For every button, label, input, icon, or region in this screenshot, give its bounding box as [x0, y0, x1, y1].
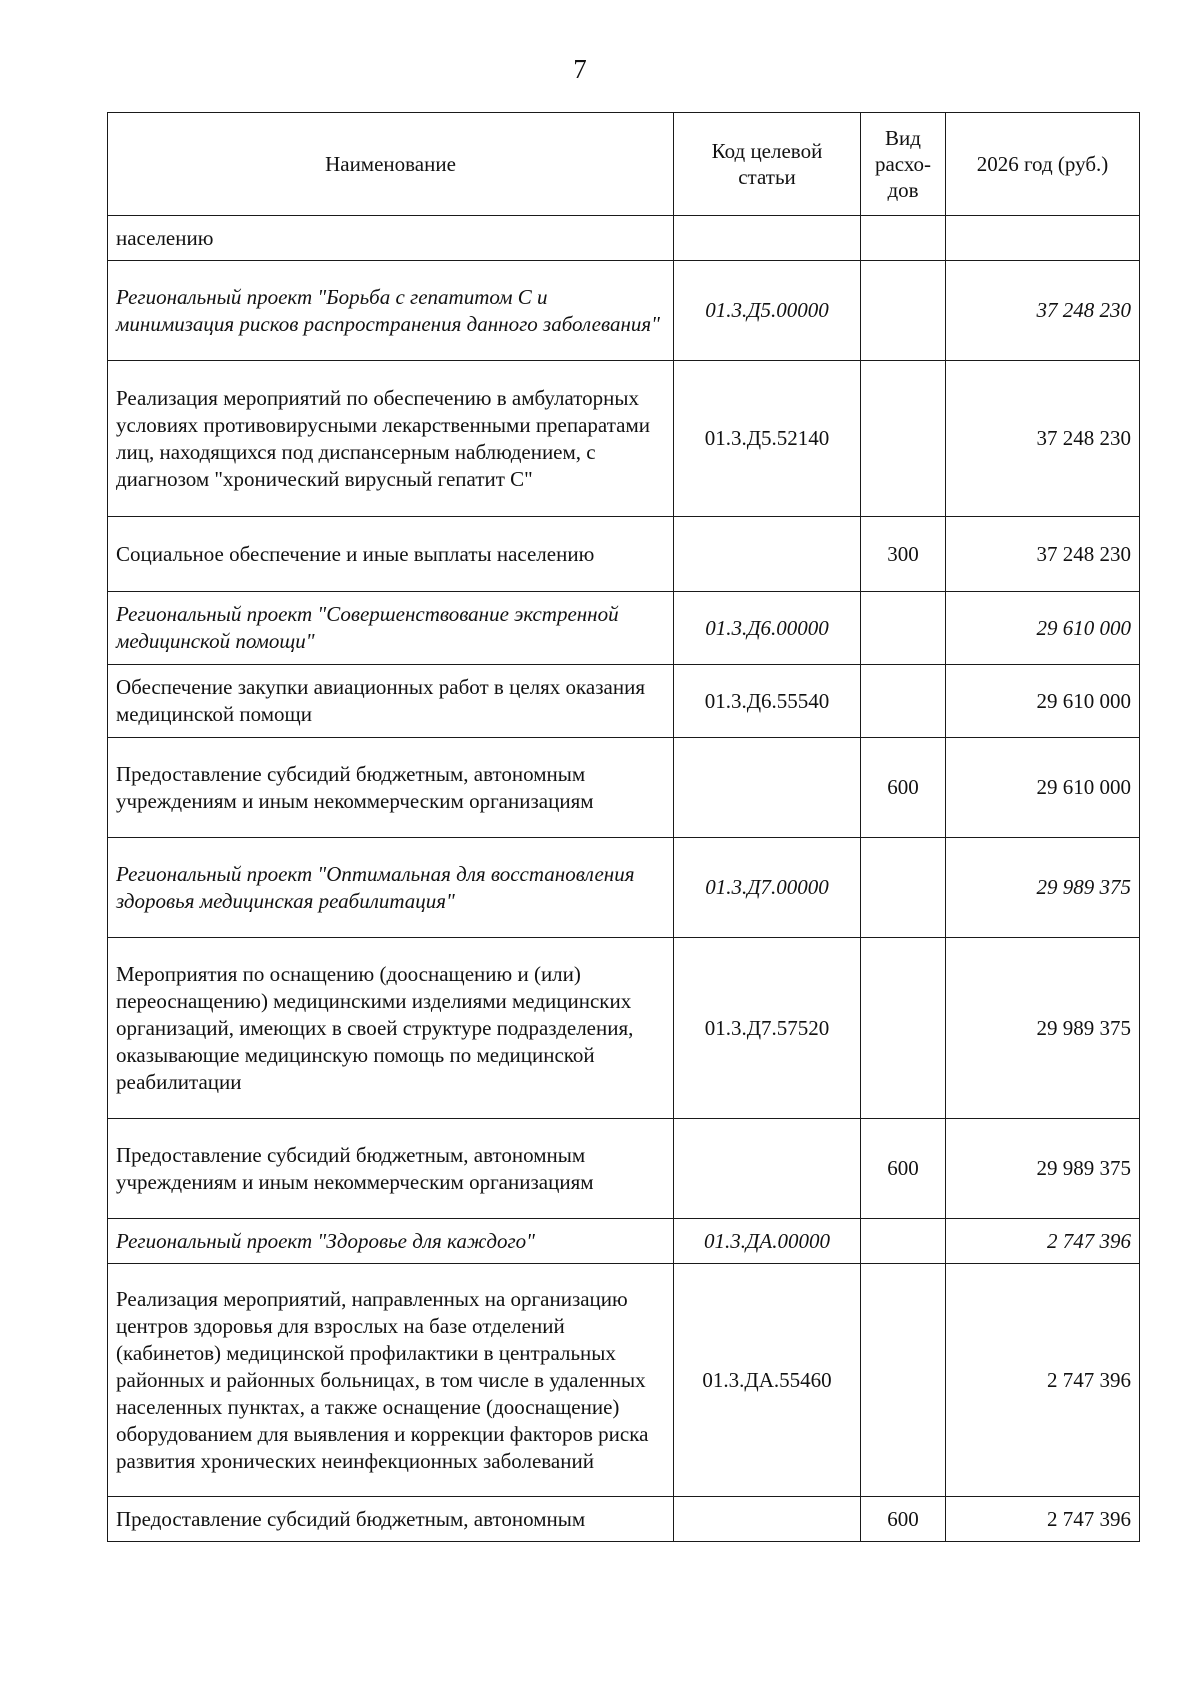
cell-code — [674, 1497, 861, 1542]
table-row — [108, 517, 1140, 592]
cell-kind: 600 — [861, 1497, 946, 1542]
cell-sum: 2 747 396 — [946, 1497, 1140, 1542]
cell-kind — [861, 1264, 946, 1497]
cell-code: 01.3.Д6.00000 — [674, 592, 861, 665]
budget-table — [107, 112, 1140, 1542]
cell-kind — [861, 938, 946, 1119]
cell-name: Реализация мероприятий по обеспечению в амбулаторных условиях противовирусными лекарственными препаратами лиц, находящихся под диспансерным наблюдением, с диагнозом "хронический вирусный гепатит С" — [108, 361, 674, 517]
cell-name: Региональный проект "Совершенствование экстренной медицинской помощи" — [108, 592, 674, 665]
cell-sum: 29 989 375 — [946, 938, 1140, 1119]
table-header-row — [108, 113, 1140, 216]
table-row — [108, 261, 1140, 361]
table-row — [108, 1119, 1140, 1219]
cell-name: Региональный проект "Оптимальная для восстановления здоровья медицинская реабилитация" — [108, 838, 674, 938]
header-sum: 2026 год (руб.) — [946, 113, 1140, 216]
cell-code — [674, 517, 861, 592]
cell-sum: 29 610 000 — [946, 592, 1140, 665]
cell-sum: 37 248 230 — [946, 361, 1140, 517]
cell-name: Региональный проект "Здоровье для каждого" — [108, 1219, 674, 1264]
cell-name: Обеспечение закупки авиационных работ в целях оказания медицинской помощи — [108, 665, 674, 738]
cell-kind — [861, 592, 946, 665]
table-row — [108, 738, 1140, 838]
cell-kind: 300 — [861, 517, 946, 592]
table-row — [108, 1497, 1140, 1542]
page-number: 7 — [573, 54, 587, 84]
table-row — [108, 361, 1140, 517]
cell-kind — [861, 216, 946, 261]
table-row — [108, 665, 1140, 738]
cell-name: населению — [108, 216, 674, 261]
cell-kind: 600 — [861, 1119, 946, 1219]
header-kind: Вид расхо-дов — [861, 113, 946, 216]
cell-code: 01.3.ДА.55460 — [674, 1264, 861, 1497]
cell-code: 01.3.Д7.00000 — [674, 838, 861, 938]
header-code: Код целевой статьи — [674, 113, 861, 216]
cell-code: 01.3.Д7.57520 — [674, 938, 861, 1119]
cell-code: 01.3.Д5.00000 — [674, 261, 861, 361]
cell-kind — [861, 1219, 946, 1264]
table-row — [108, 592, 1140, 665]
cell-code — [674, 738, 861, 838]
cell-sum: 29 989 375 — [946, 1119, 1140, 1219]
cell-code — [674, 1119, 861, 1219]
cell-name: Мероприятия по оснащению (дооснащению и (или) переоснащению) медицинскими изделиями медицинских организаций, имеющих в своей структуре подразделения, оказывающие медицинскую помощь по медицинской реабилитации — [108, 938, 674, 1119]
cell-sum: 2 747 396 — [946, 1219, 1140, 1264]
cell-code: 01.3.ДА.00000 — [674, 1219, 861, 1264]
cell-sum: 37 248 230 — [946, 517, 1140, 592]
cell-code: 01.3.Д6.55540 — [674, 665, 861, 738]
cell-kind: 600 — [861, 738, 946, 838]
table-row — [108, 216, 1140, 261]
cell-kind — [861, 261, 946, 361]
cell-name: Предоставление субсидий бюджетным, автономным — [108, 1497, 674, 1542]
cell-kind — [861, 361, 946, 517]
cell-sum: 29 610 000 — [946, 738, 1140, 838]
table-row — [108, 938, 1140, 1119]
cell-kind — [861, 665, 946, 738]
cell-sum: 29 989 375 — [946, 838, 1140, 938]
cell-kind — [861, 838, 946, 938]
cell-name: Предоставление субсидий бюджетным, автономным учреждениям и иным некоммерческим организациям — [108, 738, 674, 838]
table-row — [108, 838, 1140, 938]
table-row — [108, 1219, 1140, 1264]
header-name: Наименование — [108, 113, 674, 216]
cell-sum: 29 610 000 — [946, 665, 1140, 738]
cell-code: 01.3.Д5.52140 — [674, 361, 861, 517]
cell-sum: 2 747 396 — [946, 1264, 1140, 1497]
cell-name: Предоставление субсидий бюджетным, автономным учреждениям и иным некоммерческим организациям — [108, 1119, 674, 1219]
cell-code — [674, 216, 861, 261]
cell-name: Реализация мероприятий, направленных на организацию центров здоровья для взрослых на базе отделений (кабинетов) медицинской профилактики в центральных районных и районных больницах, в том числе в удаленных населенных пунктах, а также оснащение (дооснащение) оборудованием для выявления и коррекции факторов риска развития хронических неинфекционных заболеваний — [108, 1264, 674, 1497]
cell-name: Социальное обеспечение и иные выплаты населению — [108, 517, 674, 592]
cell-sum: 37 248 230 — [946, 261, 1140, 361]
cell-sum — [946, 216, 1140, 261]
table-row — [108, 1264, 1140, 1497]
cell-name: Региональный проект "Борьба с гепатитом С и минимизация рисков распространения данного заболевания" — [108, 261, 674, 361]
